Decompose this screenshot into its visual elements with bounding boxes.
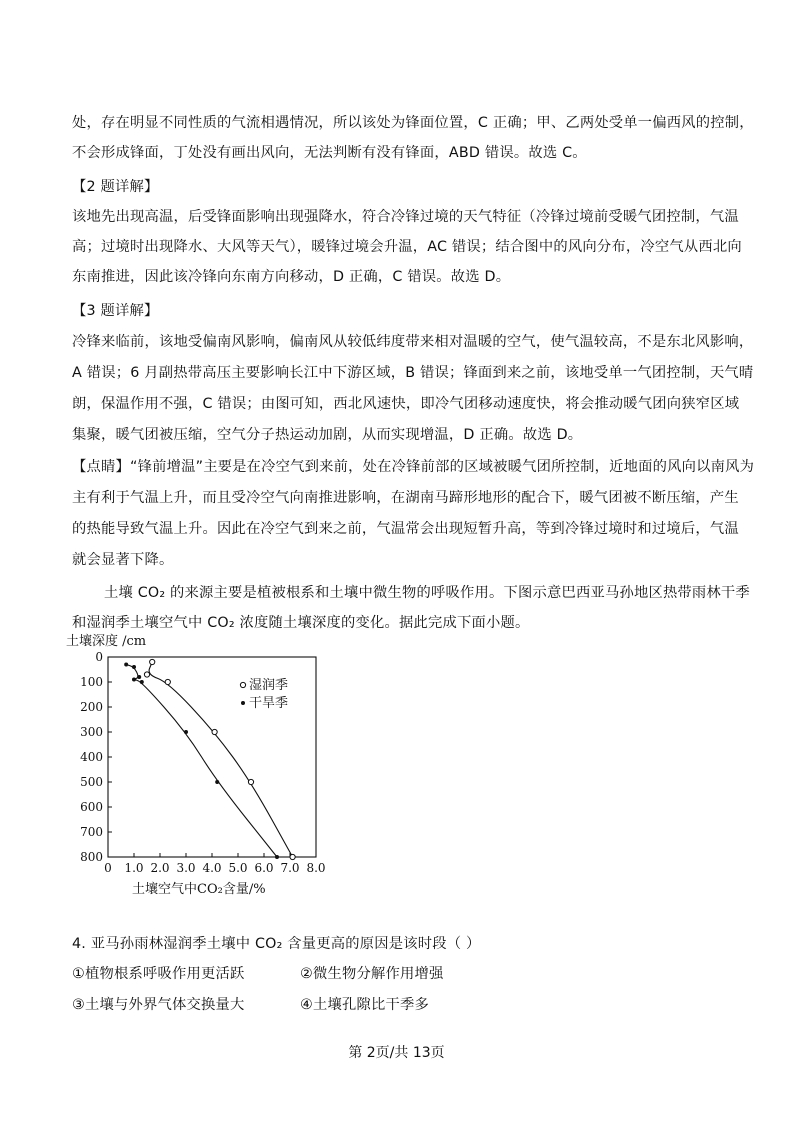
data-point-filled bbox=[137, 675, 141, 679]
y-tick-label: 800 bbox=[80, 850, 103, 864]
paragraph-line: 高；过境时出现降水、大风等天气），暖锋过境会升温，AC 错误；结合图中的风向分布，冷空气从西北向 bbox=[72, 239, 742, 255]
x-tick-label: 8.0 bbox=[306, 861, 326, 875]
x-tick-label: 2.0 bbox=[150, 861, 170, 875]
data-point-open bbox=[212, 729, 217, 734]
section-heading: 【2 题详解】 bbox=[72, 179, 159, 195]
x-tick-label: 5.0 bbox=[228, 861, 248, 875]
legend-marker-open bbox=[240, 682, 245, 687]
y-tick-label: 100 bbox=[80, 675, 103, 689]
paragraph-line: 【点睛】“锋前增温”主要是在冷空气到来前，处在冷锋前部的区域被暖气团所控制，近地面的风向以南风为 bbox=[72, 459, 755, 475]
legend-label: 干旱季 bbox=[249, 696, 289, 711]
section-heading: 【3 题详解】 bbox=[72, 303, 159, 319]
y-tick-label: 0 bbox=[95, 650, 103, 664]
x-tick-label: 1.0 bbox=[124, 861, 144, 875]
data-point-open bbox=[144, 672, 149, 677]
paragraph-line: 东南推进，因此该冷锋向东南方向移动，D 正确，C 错误。故选 D。 bbox=[72, 269, 511, 285]
y-tick-label: 700 bbox=[80, 825, 103, 839]
x-tick-label: 4.0 bbox=[202, 861, 222, 875]
intro-line: 土壤 CO₂ 的来源主要是植被根系和土壤中微生物的呼吸作用。下图示意巴西亚马孙地区热带雨林干季 bbox=[104, 585, 750, 601]
paragraph-line: 主有利于气温上升，而且受冷空气向南推进影响，在湖南马蹄形地形的配合下，暖气团被不断压缩，产生 bbox=[72, 490, 739, 506]
y-axis-title: 土壤深度 /cm bbox=[66, 634, 147, 649]
option-1: ①植物根系呼吸作用更活跃 bbox=[72, 966, 245, 982]
option-2: ②微生物分解作用增强 bbox=[300, 966, 444, 982]
data-point-filled bbox=[132, 678, 136, 682]
legend-marker-filled bbox=[241, 701, 245, 705]
paragraph-line: A 错误；6 月副热带高压主要影响长江中下游区域，B 错误；锋面到来之前，该地受单一气团控制，天气晴 bbox=[72, 365, 754, 381]
x-tick-label: 7.0 bbox=[280, 861, 300, 875]
data-point-filled bbox=[140, 680, 144, 684]
data-point-filled bbox=[132, 665, 136, 669]
paragraph-line: 就会显著下降。 bbox=[72, 552, 174, 568]
data-point-open bbox=[290, 854, 295, 859]
page-footer: 第 2页/共 13页 bbox=[348, 1045, 445, 1061]
y-tick-label: 500 bbox=[80, 775, 103, 789]
intro-line: 和湿润季土壤空气中 CO₂ 浓度随土壤深度的变化。据此完成下面小题。 bbox=[72, 615, 530, 631]
y-tick-label: 400 bbox=[80, 750, 103, 764]
x-tick-label: 3.0 bbox=[176, 861, 196, 875]
paragraph-line: 朗，保温作用不强，C 错误；由图可知，西北风速快，即冷气团移动速度快，将会推动暖气团向狭窄区域 bbox=[72, 396, 740, 412]
option-3: ③土壤与外界气体交换量大 bbox=[72, 997, 245, 1013]
question-stem: 4. 亚马孙雨林湿润季土壤中 CO₂ 含量更高的原因是该时段（ ） bbox=[72, 936, 481, 952]
option-4: ④土壤孔隙比干季多 bbox=[300, 997, 429, 1013]
paragraph-line: 处，存在明显不同性质的气流相遇情况，所以该处为锋面位置，C 正确；甲、乙两处受单一偏西风的控制， bbox=[72, 115, 754, 131]
x-axis-title: 土壤空气中CO₂含量/% bbox=[132, 882, 266, 897]
legend-label: 湿润季 bbox=[249, 678, 289, 693]
paragraph-line: 不会形成锋面，丁处没有画出风向，无法判断有没有锋面，ABD 错误。故选 C。 bbox=[72, 145, 587, 161]
co2-depth-chart bbox=[60, 630, 330, 900]
x-tick-label: 0 bbox=[104, 861, 112, 875]
data-point-filled bbox=[215, 780, 219, 784]
data-point-filled bbox=[184, 730, 188, 734]
paragraph-line: 集聚，暖气团被压缩，空气分子热运动加剧，从而实现增温，D 正确。故选 D。 bbox=[72, 427, 583, 443]
paragraph-line: 的热能导致气温上升。因此在冷空气到来之前，气温常会出现短暂升高，等到冷锋过境时和过境后，气温 bbox=[72, 521, 739, 537]
paragraph-line: 该地先出现高温，后受锋面影响出现强降水，符合冷锋过境的天气特征（冷锋过境前受暖气团控制，气温 bbox=[72, 209, 739, 225]
x-tick-label: 6.0 bbox=[254, 861, 274, 875]
data-point-open bbox=[150, 659, 155, 664]
series-line bbox=[126, 665, 277, 858]
data-point-open bbox=[165, 679, 170, 684]
data-point-filled bbox=[275, 855, 279, 859]
data-point-filled bbox=[124, 663, 128, 667]
data-point-open bbox=[248, 779, 253, 784]
y-tick-label: 600 bbox=[80, 800, 103, 814]
y-tick-label: 300 bbox=[80, 725, 103, 739]
paragraph-line: 冷锋来临前，该地受偏南风影响，偏南风从较低纬度带来相对温暖的空气，使气温较高，不是东北风影响， bbox=[72, 334, 754, 350]
y-tick-label: 200 bbox=[80, 700, 103, 714]
